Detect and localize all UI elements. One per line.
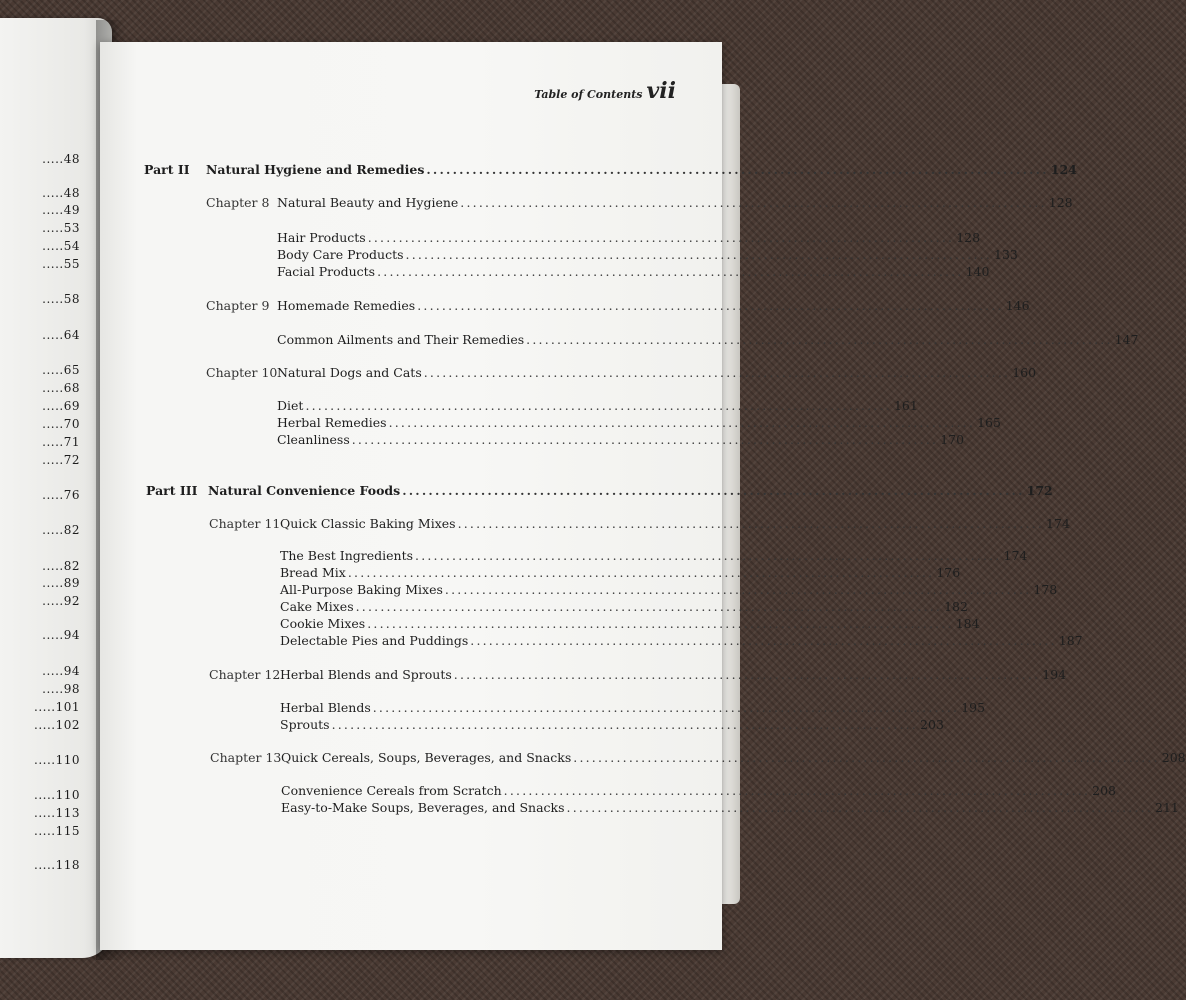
toc-section: Cookie Mixes ............................................................................................... 184 — [280, 616, 980, 631]
chapter-id: Chapter 10 — [206, 365, 278, 380]
toc-section: Common Ailments and Their Remedies ............................................................................................... 147 — [277, 332, 1139, 347]
part-title: Natural Hygiene and Remedies — [206, 162, 425, 177]
toc-section: Herbal Blends ............................................................................................... 195 — [280, 700, 986, 715]
page-ref: 174 — [1046, 516, 1070, 531]
page-number: vii — [646, 78, 676, 104]
left-page-number: .....49 — [42, 203, 80, 217]
left-page-number: .....118 — [34, 858, 80, 872]
page-ref: 146 — [1005, 298, 1030, 313]
left-page-number: .....70 — [42, 417, 80, 431]
page-ref: 128 — [1048, 195, 1073, 210]
left-page-number: .....94 — [42, 628, 80, 642]
left-page-number: .....48 — [42, 186, 80, 200]
dot-leader: ............................................................................................... — [460, 195, 1047, 210]
running-header — [534, 78, 676, 104]
toc-section: All-Purpose Baking Mixes ............................................................................................... 178 — [280, 582, 1058, 597]
left-page-number: .....64 — [42, 328, 80, 342]
dot-leader: ............................................................................................... — [331, 717, 919, 732]
left-page-number: .....55 — [42, 257, 80, 271]
left-page-number: .....94 — [42, 664, 80, 678]
left-page-number: .....72 — [42, 453, 80, 467]
toc-chapter-13 — [210, 750, 1186, 765]
toc-chapter-10 — [206, 365, 1037, 380]
toc-section: Herbal Remedies ............................................................................................... 165 — [277, 415, 1001, 430]
chapter-title: Quick Cereals, Soups, Beverages, and Snacks — [281, 750, 572, 765]
left-page-number: .....110 — [34, 788, 80, 802]
dot-leader: ............................................................................................... — [367, 230, 955, 245]
dot-leader: ............................................................................................... — [526, 332, 1113, 347]
left-page-number: .....69 — [42, 399, 80, 413]
page-ref: 208 — [1161, 750, 1186, 765]
toc-section: The Best Ingredients ............................................................................................... 174 — [280, 548, 1028, 563]
toc-section: Easy-to-Make Soups, Beverages, and Snacks ............................................................................................... 211 — [281, 800, 1179, 815]
toc-section: Cake Mixes ............................................................................................... 182 — [280, 599, 968, 614]
toc-section: Sprouts ............................................................................................... 203 — [280, 717, 944, 732]
left-page-number: .....48 — [42, 152, 80, 166]
chapter-id: Chapter 12 — [209, 667, 281, 682]
chapter-title: Homemade Remedies — [277, 298, 416, 313]
left-page-number: .....110 — [34, 753, 80, 767]
dot-leader: ............................................................................................... — [453, 667, 1041, 682]
left-page-number: .....92 — [42, 594, 80, 608]
dot-leader: ............................................................................................... — [417, 298, 1004, 313]
left-page-number: .....89 — [42, 576, 80, 590]
dot-leader: ............................................................................................... — [573, 750, 1160, 765]
dot-leader: ............................................................................................... — [351, 432, 939, 447]
dot-leader: ............................................................................................... — [423, 365, 1011, 380]
chapter-title: Natural Dogs and Cats — [277, 365, 422, 380]
left-page-number: .....76 — [42, 488, 80, 502]
left-page-number: .....71 — [42, 435, 80, 449]
chapter-title: Natural Beauty and Hygiene — [277, 195, 459, 210]
left-page-number: .....68 — [42, 381, 80, 395]
toc-part-2 — [144, 162, 1077, 177]
chapter-id: Chapter 11 — [209, 516, 281, 531]
left-page-number: .....54 — [42, 239, 80, 253]
part-id: Part II — [144, 162, 190, 177]
page-ref: 194 — [1042, 667, 1067, 682]
right-page — [100, 42, 1186, 950]
dot-leader: ............................................................................................... — [405, 247, 992, 262]
chapter-title: Quick Classic Baking Mixes — [280, 516, 456, 531]
dot-leader: ............................................................................................... — [503, 783, 1091, 798]
chapter-id: Chapter 13 — [210, 750, 282, 765]
left-page-number: .....53 — [42, 221, 80, 235]
dot-leader: ............................................................................................... — [355, 599, 943, 614]
left-page-number: .....115 — [34, 824, 80, 838]
dot-leader: ............................................................................................... — [415, 548, 1002, 563]
toc-chapter-8 — [206, 195, 1073, 210]
chapter-title: Herbal Blends and Sprouts — [280, 667, 452, 682]
toc-chapter-12 — [209, 667, 1067, 682]
toc-chapter-9 — [206, 298, 1030, 313]
dot-leader: ............................................................................................... — [388, 415, 976, 430]
page-ref: 172 — [1026, 483, 1053, 498]
toc-section: Hair Products ............................................................................................... 128 — [277, 230, 981, 245]
toc-section: Facial Products ............................................................................................... 140 — [277, 264, 990, 279]
chapter-id: Chapter 8 — [206, 195, 270, 210]
part-title: Natural Convenience Foods — [208, 483, 401, 498]
dot-leader: ............................................................................................... — [402, 483, 1025, 498]
page-ref: 124 — [1050, 162, 1077, 177]
toc-part-3 — [146, 483, 1053, 498]
dot-leader: ............................................................................................... — [372, 700, 960, 715]
toc-section: Cleanliness ............................................................................................... 170 — [277, 432, 965, 447]
dot-leader: ............................................................................................... — [347, 565, 935, 580]
dot-leader: ............................................................................................... — [377, 264, 964, 279]
left-page-number: .....58 — [42, 292, 80, 306]
toc-section: Body Care Products ............................................................................................... 133 — [277, 247, 1018, 262]
left-page-number: .....98 — [42, 682, 80, 696]
toc-chapter-11 — [209, 516, 1070, 531]
toc-section: Diet ............................................................................................... 161 — [277, 398, 918, 413]
left-page-number: .....65 — [42, 363, 80, 377]
dot-leader: ............................................................................................... — [367, 616, 954, 631]
dot-leader: ............................................................................................... — [426, 162, 1049, 177]
left-page-number: .....102 — [34, 718, 80, 732]
toc-section: Bread Mix ............................................................................................... 176 — [280, 565, 961, 580]
left-page-number: .....82 — [42, 559, 80, 573]
dot-leader: ............................................................................................... — [566, 800, 1153, 815]
part-id: Part III — [146, 483, 198, 498]
page-ref: 160 — [1012, 365, 1037, 380]
left-page-number: .....113 — [34, 806, 80, 820]
left-page-number: .....101 — [34, 700, 80, 714]
dot-leader: ............................................................................................... — [444, 582, 1032, 597]
dot-leader: ............................................................................................... — [305, 398, 892, 413]
dot-leader: ............................................................................................... — [457, 516, 1045, 531]
dot-leader: ............................................................................................... — [470, 633, 1057, 648]
chapter-id: Chapter 9 — [206, 298, 270, 313]
running-header-title: Table of Contents — [534, 88, 643, 101]
toc-section: Convenience Cereals from Scratch ............................................................................................... 208 — [281, 783, 1117, 798]
left-page-number: .....82 — [42, 523, 80, 537]
toc-section: Delectable Pies and Puddings ............................................................................................... 187 — [280, 633, 1083, 648]
